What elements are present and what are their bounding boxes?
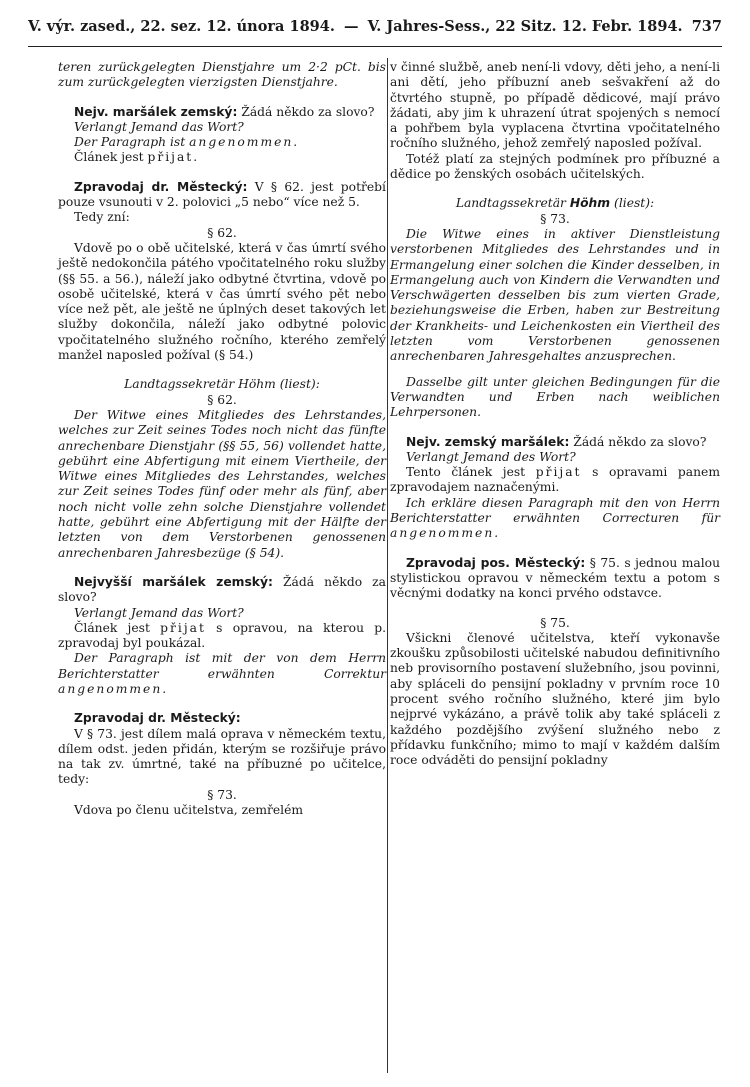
text-span: Ich erkläre diesen Paragraph mit den von Herrn Berichterstatter erwähnten Correcturen für (390, 495, 720, 526)
speaker: Landtagssekretär Höhm (liest): (124, 377, 320, 392)
speech: Žádá někdo za slovo? (58, 574, 386, 605)
paragraph (58, 150, 386, 165)
header-dash: — (343, 18, 359, 35)
paragraph: Dasselbe gilt unter gleichen Bedingungen für die Verwandten und Erben nach weiblichen Lehrpersonen. (390, 374, 720, 420)
text-span: Tento článek jest (406, 465, 536, 480)
text-span: Článek jest (74, 620, 161, 635)
paragraph (58, 105, 386, 120)
speech: § 75. s jednou malou stylistickou opravou v německém textu a potom s věcnými dodatky na konci prvého odstavce. (390, 555, 720, 601)
paragraph (58, 135, 386, 150)
paragraph (390, 556, 720, 602)
text-span: Der Paragraph ist (74, 135, 190, 150)
speaker: Nejv. maršálek zemský: (74, 104, 238, 119)
paragraph: V § 73. jest dílem malá oprava v německém textu, dílem odst. jeden přidán, kterým se rozšiřuje právo na tak zv. úmrtné, také na příbuzné po učitelce, tedy: (58, 726, 386, 787)
speech: Žádá někdo za slovo? (237, 104, 375, 119)
paragraph (58, 651, 386, 697)
paragraph: Tedy zní: (74, 210, 130, 225)
header-left: V. výr. zased., 22. sez. 12. února 1894. (28, 18, 335, 35)
paragraph: teren zurückgelegten Dienstjahre um 2·2 pCt. bis zum zurückgelegten vierzigsten Dienstjahre. (58, 60, 386, 90)
spaced-text: angenommen. (58, 681, 169, 696)
speaker: Nejv. zemský maršálek: (406, 434, 570, 449)
text-span: s opravami panem zpravodajem naznačenými. (390, 465, 720, 495)
paragraph (390, 465, 720, 496)
spaced-text: angenommen. (390, 526, 501, 541)
paragraph: Verlangt Jemand das Wort? (74, 119, 244, 134)
paragraph: Die Witwe eines in aktiver Dienstleistung verstorbenen Mitgliedes des Lehrstandes und in Ermangelung einer solchen die Kinder desselben, in Ermangelung auch von Kindern die Verwandten und Verschwägerten desselben bis zum vierten Grade, beziehungsweise die Erben, haben zur Bestreitung der Krankheits- und Leichenkosten ein Viertheil des letzten vom Verstorbenen genossenen anrechenbaren Jahresgehaltes anzusprechen. (390, 226, 720, 364)
paragraph: Totéž platí za stejných podmínek pro příbuzné a dědice po ženských osobách učitelských. (390, 151, 720, 182)
spaced-text: přijat (535, 465, 582, 480)
speaker: Zpravodaj dr. Městecký: (74, 179, 248, 194)
paragraph (58, 180, 386, 211)
spaced-text: přijat (160, 620, 206, 635)
speaker-heading (58, 377, 386, 392)
section-heading: § 62. (207, 225, 237, 240)
section-heading: § 73. (540, 211, 570, 226)
text-span: Der Paragraph ist mit der von dem Herrn Berichterstatter erwähnten Correktur (58, 651, 386, 681)
paragraph: Vdova po členu učitelstva, zemřelém (74, 803, 304, 818)
speech: Žádá někdo za slovo? (569, 434, 707, 449)
speaker-heading (390, 196, 720, 211)
paragraph (390, 435, 720, 450)
paragraph: Všickni členové učitelstva, kteří vykonavše zkoušku způsobilosti učitelské nabudou definitivního neb provisorního postavení služebního, jsou povinni, aby spláceli do pensijní pokladny v prvním roce 10 procent svého ročního služného, které jim bylo nejprvé vykázáno, a právě tolik aby také spláceli z každého pozdějšího zvýšení služného nebo z přídavku funkčního; mimo to mají v každém dalším roce odváděti do pensijní pokladny (390, 630, 720, 768)
paragraph: Vdově po o obě učitelské, která v čas úmrtí svého ještě nedokončila pátého vpočitatelného roku služby (§§ 55. a 56.), náleží jako odbytné čtvrtina, vdově po osobě učitelské, která v čas úmrtí svého pět nebo více než pět, ale ještě ne úplných deset takových let služby dokončila, náleží jako odbytné polovic vpočitatelného služného ročního, kterého zemřelý manžel naposled požíval (§ 54.) (58, 240, 386, 363)
speaker: Zpravodaj pos. Městecký: (406, 555, 586, 570)
right-column (390, 60, 720, 768)
paragraph: Verlangt Jemand des Wort? (406, 449, 576, 464)
paragraph: Verlangt Jemand das Wort? (74, 605, 244, 620)
left-column (58, 60, 386, 818)
page-number: 737 (691, 18, 722, 35)
column-divider (387, 58, 388, 1073)
paragraph: Der Witwe eines Mitgliedes des Lehrstandes, welches zur Zeit seines Todes noch nicht das fünfte anrechenbare Dienstjahr (§§ 55, 56) vollendet hatte, gebührt eine Abfertigung mit einem Viertheile, der Witwe eines Mitgliedes des Lehrstandes, welches zur Zeit seines Todes fünf oder mehr als fünf, aber noch nicht volle zehn solche Dienstjahre vollendet hatte, gebührt eine Abfertigung mit der Hälfte der letzten von dem Verstorbenen genossenen anrechenbaren Jahresbezüge (§ 54). (58, 407, 386, 560)
text-span: Článek jest (74, 150, 148, 165)
speaker: Nejvyšší maršálek zemský: (74, 574, 273, 589)
paragraph: v činné službě, aneb není-li vdovy, děti jeho, a není-li ani dětí, jeho příbuzní aneb sešvakření až do čtvrtého stupně, po případě dědicové, mají právo žádati, aby jim k uhrazení útrat spojených s nemocí a pohřbem byla vyplacena čtvrtina vpočitatelného ročního služného, jehož zemřelý naposled požíval. (390, 60, 720, 151)
section-heading: § 73. (207, 787, 237, 802)
text-span: (liest): (610, 196, 655, 211)
section-heading: § 62. (207, 392, 237, 407)
speech: V § 62. jest potřebí pouze vsunouti v 2. polovici „5 nebo“ více než 5. (58, 179, 386, 210)
page-header (28, 18, 722, 47)
paragraph (58, 575, 386, 606)
paragraph (390, 496, 720, 542)
text-span: Landtagssekretär (455, 196, 570, 211)
header-right: V. Jahres-Sess., 22 Sitz. 12. Febr. 1894. (367, 18, 683, 35)
spaced-text: přijat. (147, 150, 200, 165)
speaker: Höhm (569, 196, 611, 211)
section-heading: § 75. (540, 615, 570, 630)
spaced-text: angenommen. (189, 135, 300, 150)
speaker-heading: Zpravodaj dr. Městecký: (74, 711, 241, 726)
text-span: s opravou, na kterou p. zpravodaj byl poukázal. (58, 620, 387, 651)
paragraph (58, 621, 386, 652)
